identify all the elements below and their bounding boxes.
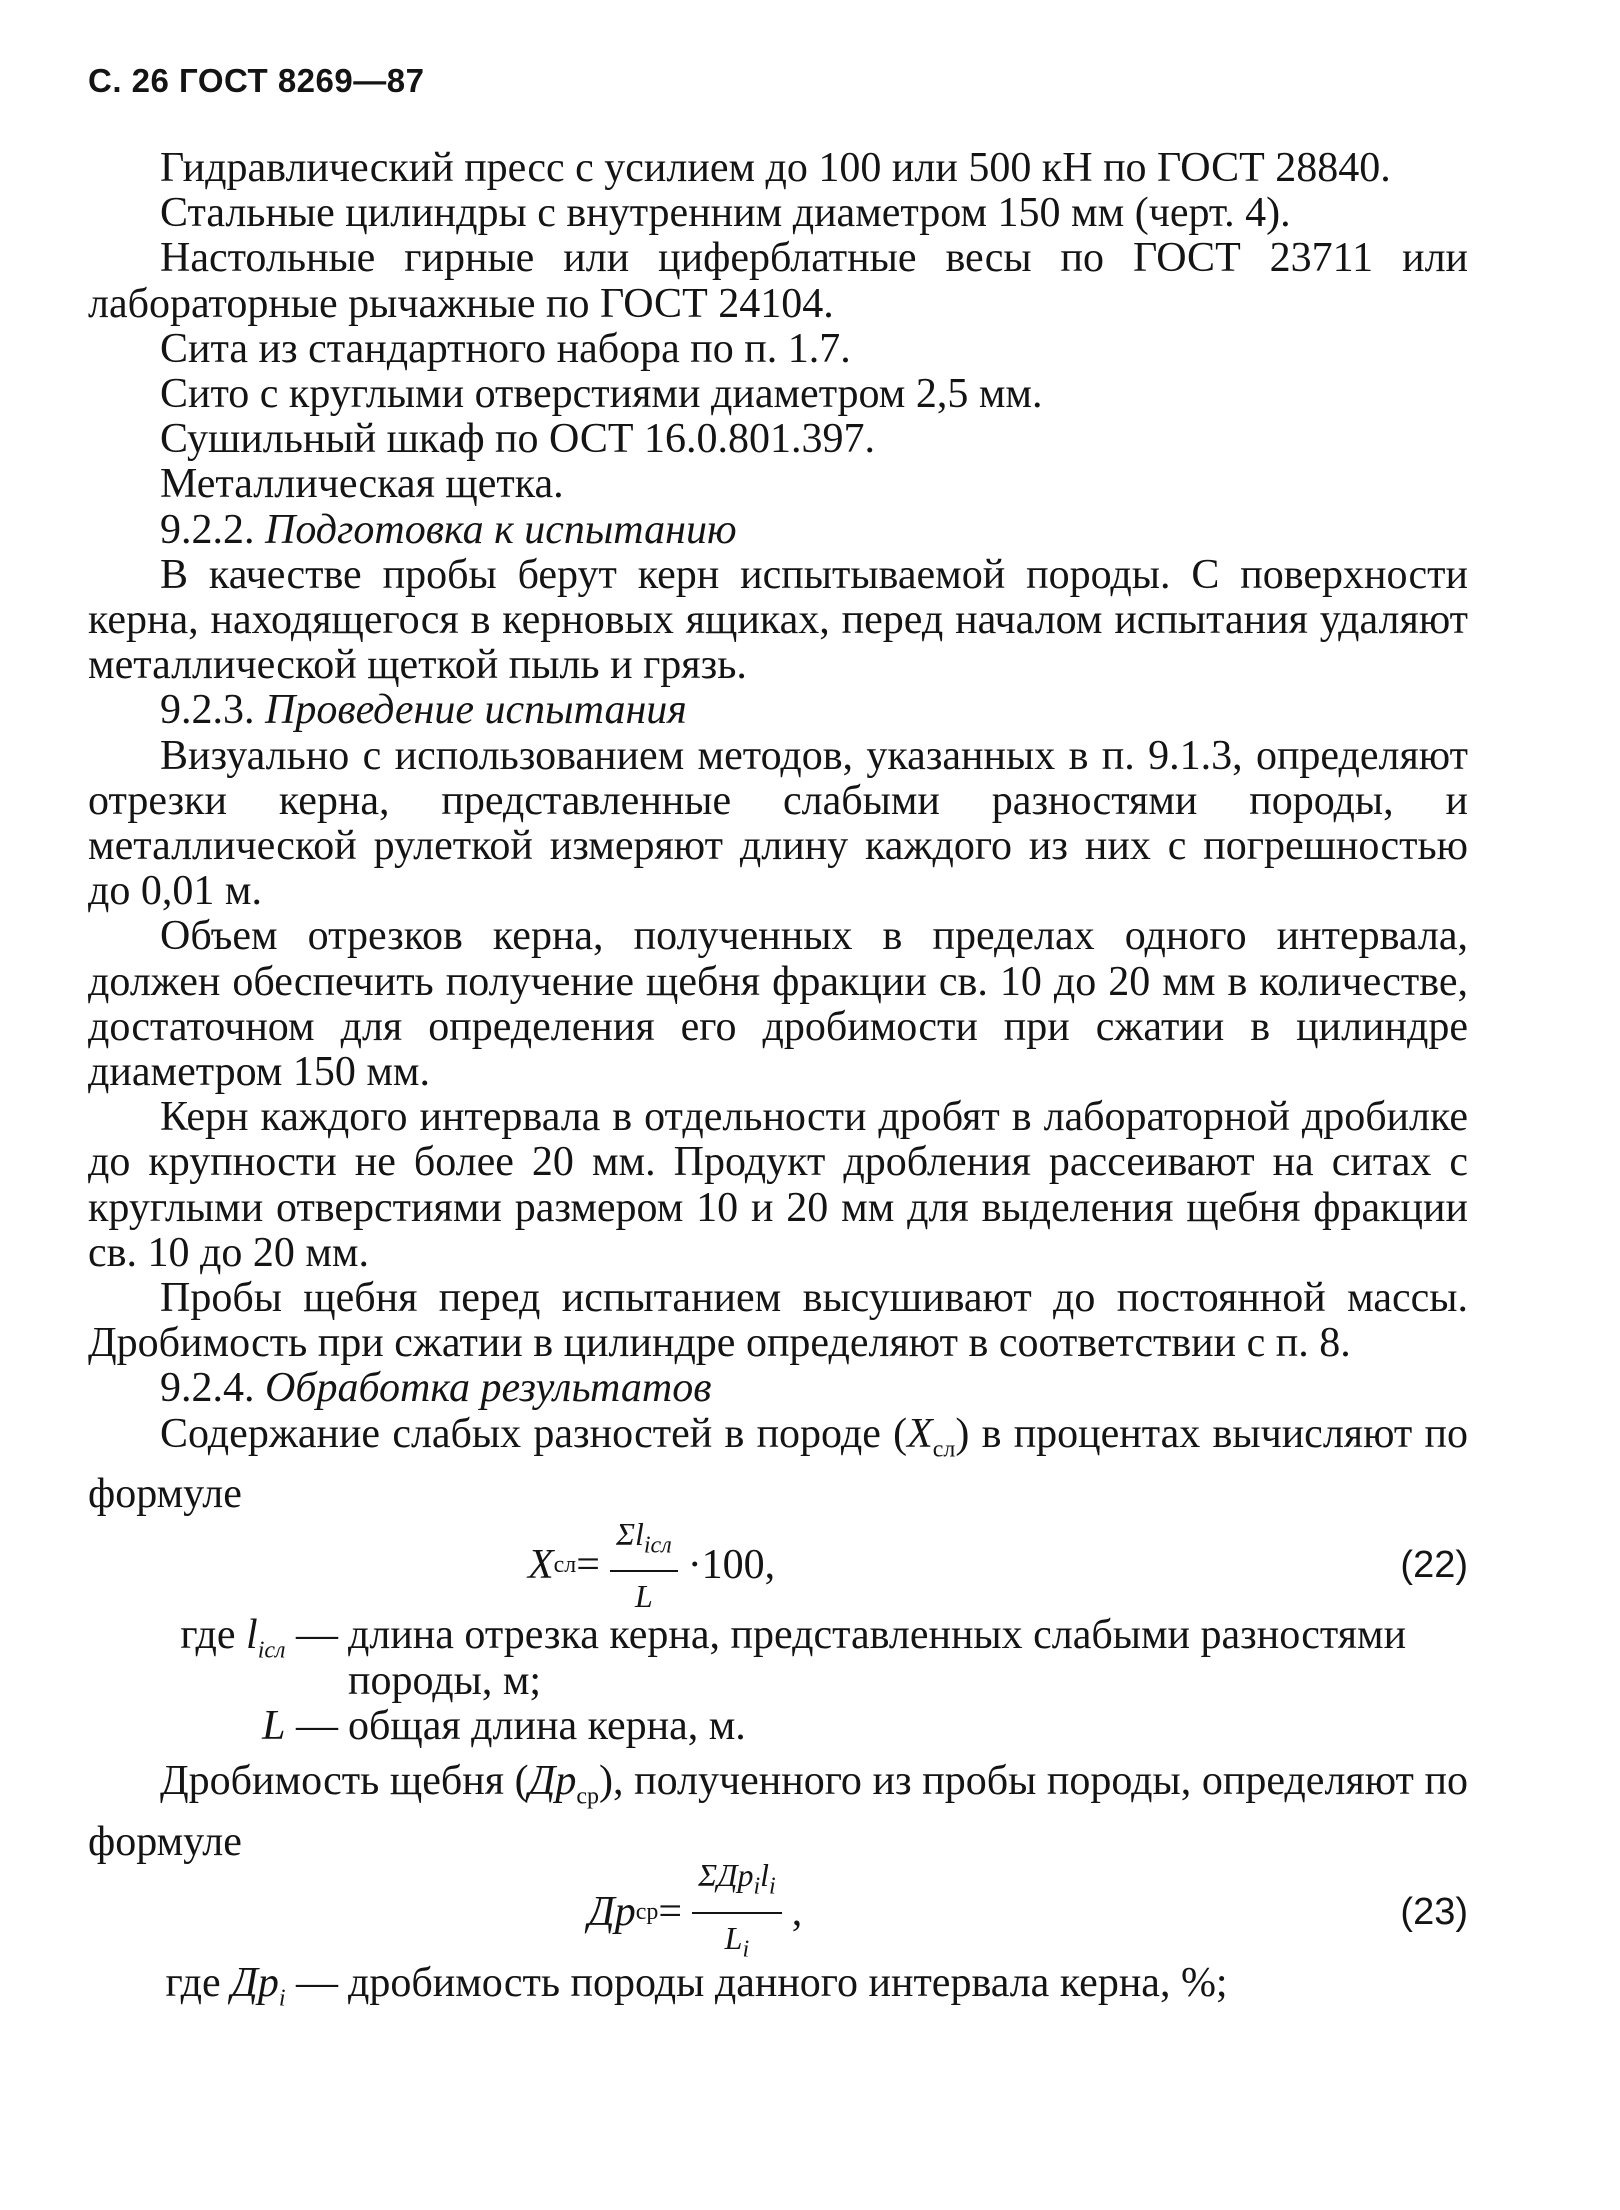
formula-number: (23)	[1400, 1891, 1468, 1934]
formula-equals: =	[576, 1541, 600, 1588]
document-body	[88, 146, 1468, 2021]
formula-number: (22)	[1400, 1543, 1468, 1586]
definition-term	[88, 1704, 348, 1749]
formula-22	[88, 1517, 1468, 1613]
symbol: X	[907, 1410, 933, 1457]
numerator-subscript: iсл	[643, 1531, 672, 1558]
symbol-subscript: сл	[932, 1436, 956, 1463]
section-number: 9.2.2.	[160, 506, 255, 553]
definition-term	[88, 1961, 348, 2022]
paragraph: Стальные цилиндры с внутренним диаметром 150 мм (черт. 4).	[160, 190, 1291, 237]
definition-item	[88, 1704, 1468, 1749]
section-heading-9-2-3	[88, 688, 1468, 733]
paragraph: Настольные гирные или циферблатные весы по ГОСТ 23711 или лабораторные рычажные по ГОСТ 24104.	[88, 235, 1468, 327]
paragraph: Сито с круглыми отверстиями диаметром 2,5 мм.	[160, 371, 1043, 418]
definition-dash: —	[296, 1612, 338, 1659]
formula-tail: ·100,	[687, 1541, 776, 1588]
paragraph: Сушильный шкаф по ОСТ 16.0.801.397.	[160, 416, 876, 463]
formula-fraction	[610, 1512, 678, 1620]
section-title: Проведение испытания	[265, 687, 687, 734]
formula-lhs: Др	[588, 1889, 636, 1936]
formula-fraction	[692, 1853, 782, 1972]
paragraph: Пробы щебня перед испытанием высушивают до постоянной массы. Дробимость при сжатии в цилиндре определяют в соответствии с п. 8.	[88, 1275, 1468, 1367]
definition-text: общая длина керна, м.	[348, 1702, 746, 1749]
definition-lead-word: где	[180, 1612, 236, 1659]
definition-text: длина отрезка керна, представленных слабыми разностями породы, м;	[348, 1612, 1407, 1704]
formula-equals: =	[658, 1889, 683, 1936]
paragraph: Сита из стандартного набора по п. 1.7.	[160, 325, 851, 372]
section-heading-9-2-4	[88, 1366, 1468, 1411]
definition-text: дробимость породы данного интервала керна, %;	[348, 1959, 1228, 2006]
definition-item	[88, 1613, 1468, 1703]
numerator-subscript: i	[769, 1873, 776, 1900]
section-title: Обработка результатов	[265, 1365, 712, 1412]
formula-lhs: X	[528, 1541, 554, 1588]
definition-symbol-subscript: i	[278, 1985, 286, 2012]
paragraph: В качестве пробы берут керн испытываемой породы. С поверхности керна, находящегося в керновых ящиках, перед началом испытания удаляют металлической щеткой пыль и грязь.	[88, 551, 1468, 689]
paragraph: Керн каждого интервала в отдельности дробят в лабораторной дробилке до крупности не более 20 мм. Продукт дробления рассеивают на ситах с круглыми отверстиями размером 10 и 20 мм для выделения щебня фракции св. 10 до 20 мм.	[88, 1094, 1468, 1276]
paragraph-text: Дробимость щебня (	[160, 1758, 529, 1805]
section-title: Подготовка к испытанию	[265, 506, 737, 553]
section-heading-9-2-2	[88, 508, 1468, 553]
page-header: С. 26 ГОСТ 8269—87	[88, 62, 425, 99]
fraction-denominator	[719, 1914, 755, 1973]
formula-lhs-subscript: сл	[553, 1551, 577, 1578]
definition-dash: —	[296, 1702, 338, 1749]
paragraph	[88, 1412, 1468, 1518]
section-number: 9.2.3.	[160, 687, 255, 734]
denominator-subscript: i	[742, 1936, 750, 1963]
numerator-symbol-l: l	[760, 1857, 770, 1894]
formula-body	[528, 1517, 775, 1613]
fraction-numerator	[610, 1512, 678, 1573]
paragraph: Гидравлический пресс с усилием до 100 или 500 кН по ГОСТ 28840.	[160, 145, 1391, 191]
definition-symbol: Др	[231, 1959, 279, 2006]
paragraph: Объем отрезков керна, полученных в пределах одного интервала, должен обеспечить получение щебня фракции св. 10 до 20 мм в количестве, достаточном для определения его дробимости при сжатии в цилиндре диаметром 150 мм.	[88, 913, 1468, 1096]
numerator-subscript: i	[753, 1873, 761, 1900]
definition-symbol: l	[246, 1612, 258, 1659]
definitions-22	[88, 1613, 1468, 1749]
numerator-symbol: Σl	[615, 1515, 644, 1552]
paragraph-text: Содержание слабых разностей в породе (	[160, 1410, 908, 1457]
paragraph: Визуально с использованием методов, указанных в п. 9.1.3, определяют отрезки керна, представленные слабыми разностями породы, и металлической рулеткой измеряют длину каждого из них с погрешностью до 0,01 м.	[88, 732, 1468, 915]
fraction-denominator: L	[634, 1578, 653, 1615]
definition-symbol: L	[262, 1702, 286, 1749]
section-number: 9.2.4.	[160, 1365, 255, 1412]
formula-lhs-subscript: ср	[635, 1899, 659, 1926]
paragraph-text: ) в процентах вычисляют по формуле	[88, 1410, 1468, 1518]
definition-dash: —	[296, 1959, 338, 2006]
formula-tail: ,	[791, 1889, 803, 1936]
symbol: Др	[528, 1758, 577, 1805]
definition-lead-word: где	[165, 1959, 221, 2006]
paragraph: Металлическая щетка.	[160, 461, 564, 508]
fraction-numerator	[692, 1853, 782, 1914]
formula-body	[588, 1857, 803, 1963]
paragraph-text: ), полученного из пробы породы, определяют по формуле	[88, 1758, 1468, 1865]
definition-term	[88, 1613, 348, 1703]
denominator-symbol: L	[724, 1919, 743, 1956]
numerator-symbol: ΣДр	[698, 1857, 754, 1894]
definition-symbol-subscript: iсл	[257, 1637, 286, 1664]
paragraph	[88, 1759, 1468, 1865]
formula-23	[88, 1857, 1468, 1963]
symbol-subscript: ср	[576, 1783, 600, 1810]
